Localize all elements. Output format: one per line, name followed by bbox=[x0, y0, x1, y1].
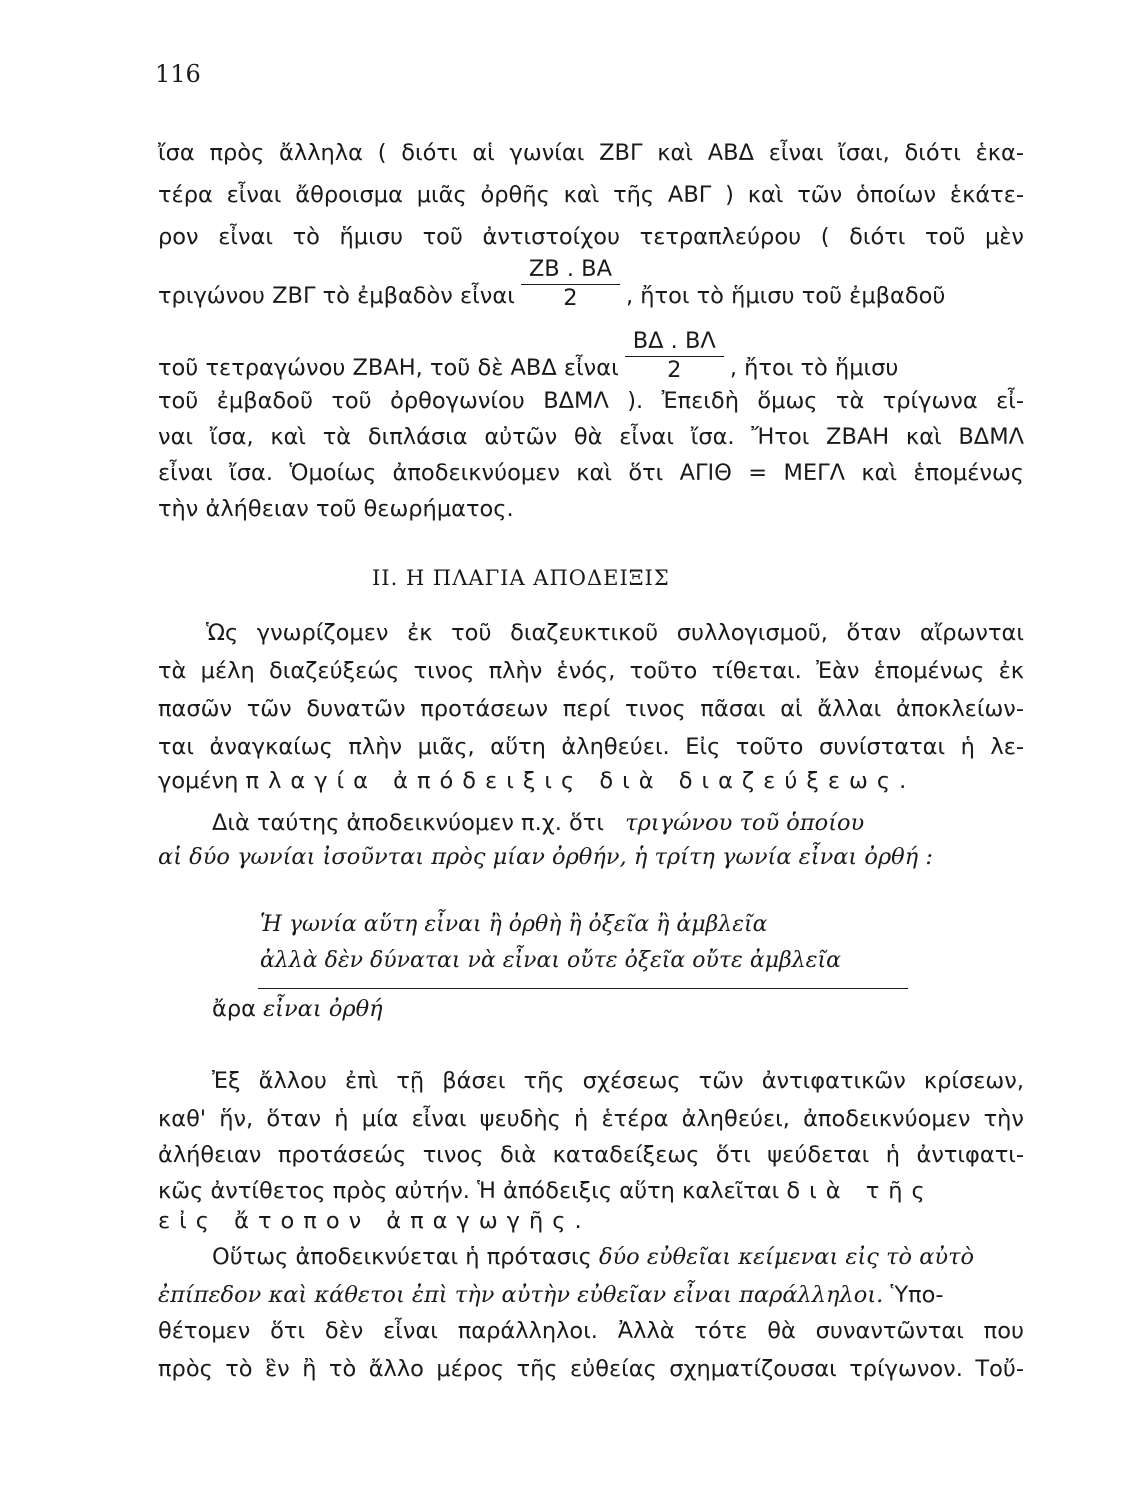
text-line: ναι ἴσα, καὶ τὰ διπλάσια αὐτῶν θὰ εἶναι ἴσα. Ἤτοι ΖΒΑΗ καὶ ΒΔΜΛ bbox=[158, 424, 1024, 450]
fraction bbox=[521, 254, 620, 311]
spaced-term: διὰ τῆς bbox=[786, 1178, 934, 1204]
fraction-denominator: 2 bbox=[625, 356, 724, 383]
text-line: αἱ δύο γωνίαι ἰσοῦνται πρὸς μίαν ὀρθήν, ἡ τρίτη γωνία εἶναι ὀρθή : bbox=[158, 844, 933, 870]
text-span: , ἤτοι τὸ ἥμισυ τοῦ ἐμβαδοῦ bbox=[625, 283, 946, 309]
text-span: Ὑπο- bbox=[890, 1282, 944, 1308]
text-span: ἄρα bbox=[212, 996, 256, 1022]
fraction-numerator: ΒΔ . ΒΛ bbox=[632, 328, 716, 354]
text-line: ἴσα πρὸς ἄλληλα ( διότι αἱ γωνίαι ΖΒΓ καὶ ΑΒΔ εἶναι ἴσαι, διότι ἑκα- bbox=[158, 140, 1024, 166]
text-line: ται ἀναγκαίως πλὴν μιᾶς, αὕτη ἀληθεύει. Εἰς τοῦτο συνίσταται ἡ λε- bbox=[158, 734, 1024, 760]
text-line: εἶναι ἴσα. Ὁμοίως ἀποδεικνύομεν καὶ ὅτι ΑΓΙΘ = ΜΕΓΛ καὶ ἑπομένως bbox=[158, 460, 1024, 486]
text-line: πρὸς τὸ ἓν ἢ τὸ ἄλλο μέρος τῆς εὐθείας σχηματίζουσαι τρίγωνον. Τοὔ- bbox=[158, 1356, 1024, 1382]
fraction bbox=[625, 326, 724, 383]
text-line: θέτομεν ὅτι δὲν εἶναι παράλληλοι. Ἀλλὰ τότε θὰ συναντῶνται που bbox=[158, 1318, 1024, 1344]
fraction-denominator: 2 bbox=[521, 284, 620, 311]
text-span: , ἤτοι τὸ ἥμισυ bbox=[729, 355, 899, 381]
syllogism-rule bbox=[258, 988, 908, 989]
text-line: ρον εἶναι τὸ ἥμισυ τοῦ ἀντιστοίχου τετραπλεύρου ( διότι τοῦ μὲν bbox=[158, 224, 1024, 250]
text-line bbox=[158, 1176, 1024, 1206]
spaced-term: πλαγία ἀπόδειξις διὰ διαζεύξεως. bbox=[245, 768, 916, 794]
italic-span: ἐπίπεδον καὶ κάθετοι ἐπὶ τὴν αὐτὴν εὐθεῖαν εἶναι παράλληλοι. bbox=[158, 1282, 884, 1308]
spaced-term: εἰς ἄτοπον ἀπαγωγῆς. bbox=[158, 1208, 591, 1234]
text-line: Ἐξ ἄλλου ἐπὶ τῇ βάσει τῆς σχέσεως τῶν ἀντιφατικῶν κρίσεων, bbox=[212, 1068, 1024, 1094]
text-line: τὴν ἀλήθειαν τοῦ θεωρήματος. bbox=[158, 496, 514, 522]
text-span: Οὕτως ἀποδεικνύεται ἡ πρότασις bbox=[212, 1244, 592, 1270]
formula-line bbox=[158, 256, 1024, 325]
text-line: Ὡς γνωρίζομεν ἐκ τοῦ διαζευκτικοῦ συλλογισμοῦ, ὅταν αἴρωνται bbox=[206, 620, 1024, 646]
fraction-numerator: ΖΒ . ΒΑ bbox=[528, 256, 612, 282]
text-line: τέρα εἶναι ἄθροισμα μιᾶς ὀρθῆς καὶ τῆς ΑΒΓ ) καὶ τῶν ὁποίων ἑκάτε- bbox=[158, 182, 1024, 208]
syllogism-premise: Ἡ γωνία αὕτη εἶναι ἢ ὀρθὴ ἢ ὀξεῖα ἢ ἀμβλεῖα bbox=[260, 912, 768, 937]
text-line: πασῶν τῶν δυνατῶν προτάσεων περί τινος πᾶσαι αἱ ἄλλαι ἀποκλείων- bbox=[158, 696, 1024, 722]
page-number: 116 bbox=[155, 60, 201, 88]
italic-span: τριγώνου τοῦ ὁποίου bbox=[625, 810, 865, 836]
syllogism-premise: ἀλλὰ δὲν δύναται νὰ εἶναι οὔτε ὀξεῖα οὔτε ἀμβλεῖα bbox=[260, 948, 841, 973]
text-line bbox=[212, 1242, 1024, 1272]
text-span: γομένη bbox=[158, 768, 239, 794]
text-line: ἀλήθειαν προτάσεώς τινος διὰ καταδείξεως ὅτι ψεύδεται ἡ ἀντιφατι- bbox=[158, 1142, 1024, 1168]
text-line: καθ' ἥν, ὅταν ἡ μία εἶναι ψευδὴς ἡ ἑτέρα ἀληθεύει, ἀποδεικνύομεν τὴν bbox=[158, 1106, 1024, 1132]
text-span: τριγώνου ΖΒΓ τὸ ἐμβαδὸν εἶναι bbox=[158, 283, 515, 309]
text-line: τοῦ ἐμβαδοῦ τοῦ ὀρθογωνίου ΒΔΜΛ ). Ἐπειδὴ ὅμως τὰ τρίγωνα εἶ- bbox=[158, 388, 1024, 414]
text-span: κῶς ἀντίθετος πρὸς αὐτήν. Ἡ ἀπόδειξις αὕτη καλεῖται bbox=[158, 1178, 780, 1204]
text-line bbox=[158, 1280, 1024, 1310]
section-heading: II. Η ΠΛΑΓΙΑ ΑΠΟΔΕΙΞΙΣ bbox=[372, 566, 670, 590]
text-line bbox=[158, 766, 1024, 796]
text-span: τοῦ τετραγώνου ΖΒΑΗ, τοῦ δὲ ΑΒΔ εἶναι bbox=[158, 355, 619, 381]
syllogism-conclusion bbox=[212, 994, 912, 1024]
text-line bbox=[212, 808, 1024, 838]
text-span: Διὰ ταύτης ἀποδεικνύομεν π.χ. ὅτι bbox=[212, 810, 604, 836]
italic-span: εἶναι ὀρθή bbox=[263, 996, 383, 1022]
text-line: τὰ μέλη διαζεύξεώς τινος πλὴν ἑνός, τοῦτο τίθεται. Ἐὰν ἑπομένως ἐκ bbox=[158, 658, 1024, 684]
italic-span: δύο εὐθεῖαι κείμεναι εἰς τὸ αὐτὸ bbox=[598, 1244, 975, 1270]
